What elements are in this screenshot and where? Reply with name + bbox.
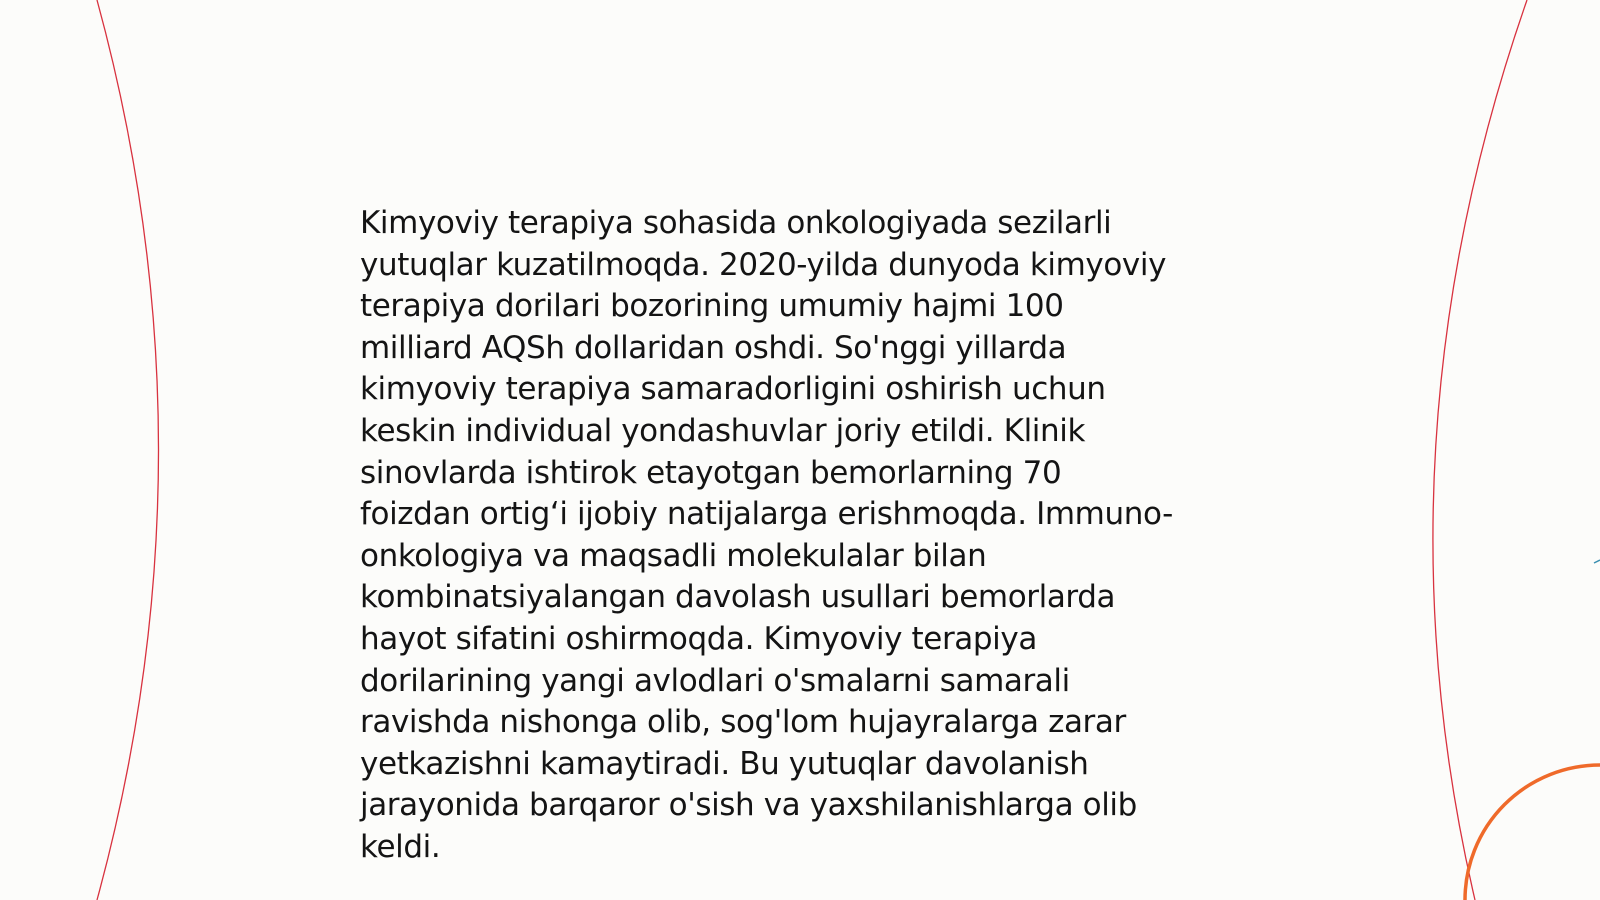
orange-circle-accent (1465, 765, 1600, 900)
body-paragraph: Kimyoviy terapiya sohasida onkologiyada sezilarli yutuqlar kuzatilmoqda. 2020-yilda dunyoda kimyoviy terapiya dorilari bozorining umumiy hajmi 100 milliard AQSh dollaridan oshdi. So'nggi yillarda kimyoviy terapiya samaradorligini oshirish uchun keskin individual yondashuvlar joriy etildi. Klinik sinovlarda ishtirok etayotgan bemorlarning 70 foizdan ortig‘i ijobiy natijalarga erishmoqda. Immuno- onkologiya va maqsadli molekulalar bilan kombinatsiyalangan davolash usullari bemorlarda hayot sifatini oshirmoqda. Kimyoviy terapiya dorilarining yangi avlodlari o'smalarni samarali ravishda nishonga olib, sog'lom hujayralarga zarar yetkazishni kamaytiradi. Bu yutuqlar davolanish jarayonida barqaror o'sish va yaxshilanishlarga olib keldi. (360, 205, 1173, 865)
small-tick-mark (1594, 560, 1600, 563)
right-arc-curve (1433, 0, 1527, 900)
left-arc-curve (97, 0, 159, 900)
